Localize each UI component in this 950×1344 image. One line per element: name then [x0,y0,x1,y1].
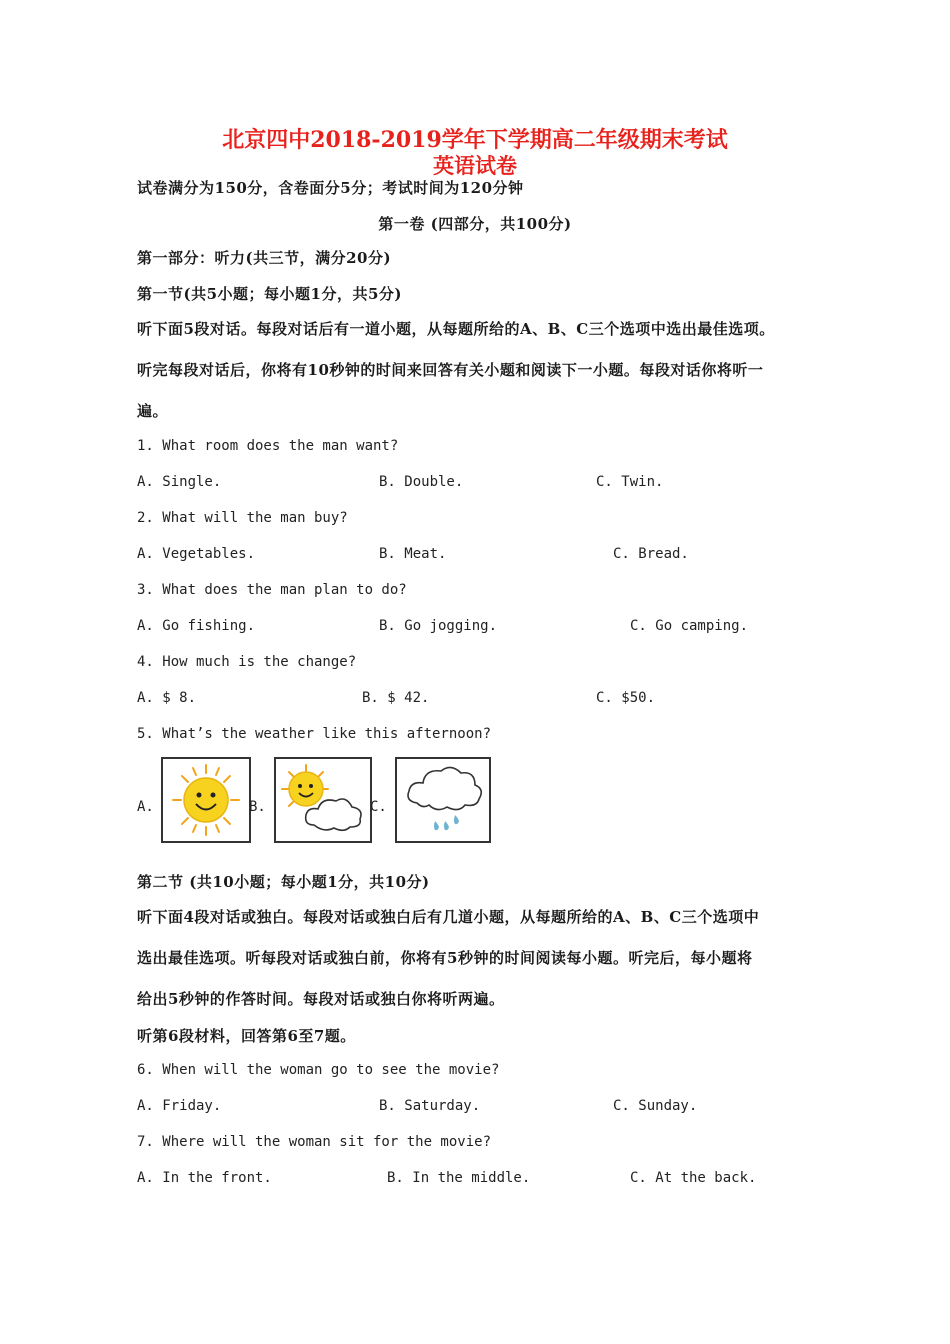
option-c: C. Go camping. [630,618,749,634]
option-b: B. $ 42. [362,690,430,706]
option-b: B. Saturday. [379,1098,481,1114]
exam-info: 试卷满分为150分，含卷面分5分；考试时间为120分钟 [137,179,524,197]
sun-cloud-icon [274,757,372,843]
sunny-icon [161,757,251,843]
option-b: B. Double. [379,474,464,490]
exam-subtitle: 英语试卷 [433,153,517,178]
question-text: 2. What will the man buy? [137,510,348,526]
option-c: C. [370,799,387,815]
question-text: 7. Where will the woman sit for the movie? [137,1134,492,1150]
section1-instruction: 听下面5段对话。每段对话后有一道小题，从每题所给的A、B、C三个选项中选出最佳选项。 [137,320,775,338]
section2-heading: 第二节 (共10小题；每小题1分，共10分) [137,873,430,891]
option-a: A. Vegetables. [137,546,256,562]
question-text: 1. What room does the man want? [137,438,399,454]
option-a: A. Go fishing. [137,618,256,634]
option-b: B. Go jogging. [379,618,498,634]
question-text: 3. What does the man plan to do? [137,582,407,598]
option-c: C. Sunday. [613,1098,698,1114]
question-text: 5. What’s the weather like this afternoon? [137,726,492,742]
option-a: A. Friday. [137,1098,222,1114]
section2-instruction: 选出最佳选项。听每段对话或独白前，你将有5秒钟的时间阅读每小题。听完后，每小题将 [137,949,753,967]
section2-instruction: 给出5秒钟的作答时间。每段对话或独白你将听两遍。 [137,990,505,1008]
option-a: A. Single. [137,474,222,490]
section1-instruction: 遍。 [137,402,169,420]
question-text: 6. When will the woman go to see the movie? [137,1062,500,1078]
option-b: B. In the middle. [387,1170,531,1186]
section1-heading: 第一节(共5小题；每小题1分，共5分) [137,285,403,303]
exam-title: 北京四中2018-2019学年下学期高二年级期末考试 [222,127,728,153]
option-c: C. $50. [596,690,656,706]
option-a: A. $ 8. [137,690,197,706]
option-c: C. Bread. [613,546,689,562]
section1-instruction: 听完每段对话后，你将有10秒钟的时间来回答有关小题和阅读下一小题。每段对话你将听一 [137,361,764,379]
question-text: 4. How much is the change? [137,654,357,670]
option-b: B. [249,799,266,815]
rain-cloud-icon [395,757,491,843]
section2-instruction: 听下面4段对话或独白。每段对话或独白后有几道小题，从每题所给的A、B、C三个选项中 [137,908,760,926]
option-c: C. Twin. [596,474,664,490]
option-c: C. At the back. [630,1170,757,1186]
material-heading: 听第6段材料，回答第6至7题。 [137,1027,356,1045]
option-b: B. Meat. [379,546,447,562]
option-a: A. In the front. [137,1170,272,1186]
part1-heading: 第一部分：听力(共三节，满分20分) [137,249,392,267]
option-a: A. [137,799,154,815]
volume-heading: 第一卷 (四部分，共100分) [378,215,572,233]
